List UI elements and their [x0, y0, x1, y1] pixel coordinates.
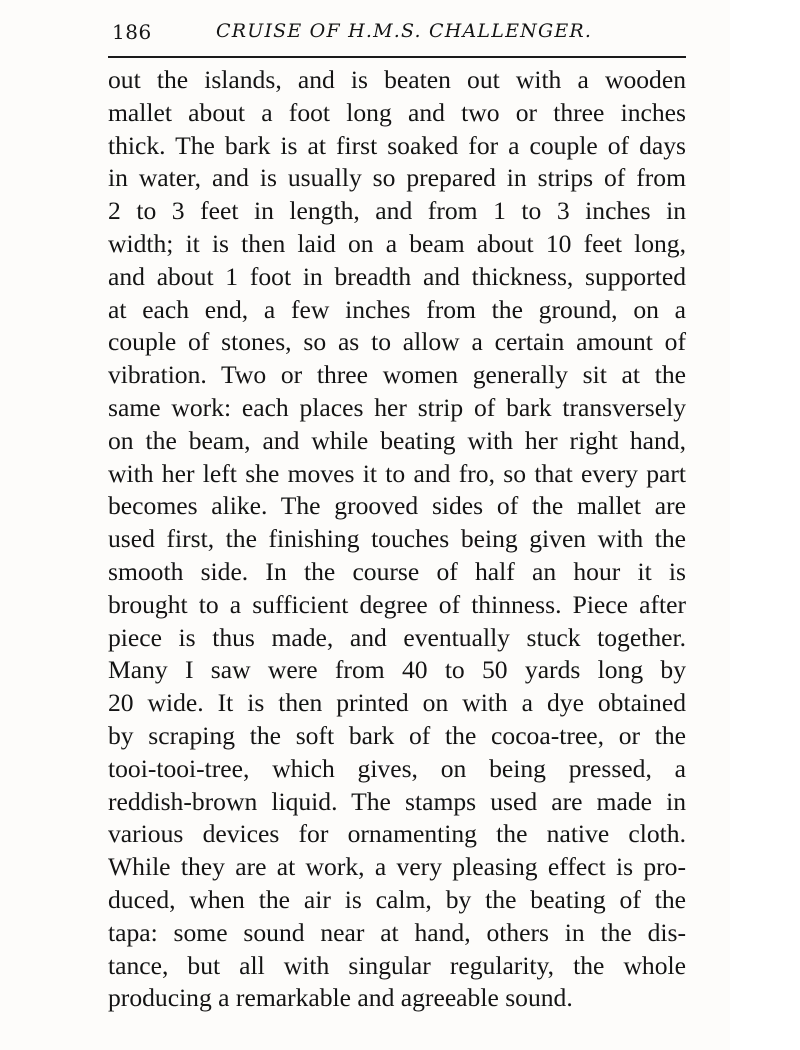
text-line: with her left she moves it to and fro, so that every part	[108, 458, 686, 488]
text-line: duced, when the air is calm, by the beating of the	[108, 884, 686, 914]
text-line: mallet about a foot long and two or three inches	[108, 97, 686, 127]
text-line: vibration. Two or three women generally sit at the	[108, 360, 686, 390]
text-line: various devices for ornamenting the native cloth.	[108, 819, 686, 849]
page-margin	[730, 0, 800, 1050]
running-title: CRUISE OF H.M.S. CHALLENGER.	[216, 20, 593, 42]
text-line: couple of stones, so as to allow a certain amount of	[108, 327, 686, 357]
text-line: out the islands, and is beaten out with a wooden	[108, 65, 686, 94]
text-line: piece is thus made, and eventually stuck together.	[108, 622, 686, 652]
text-line: tance, but all with singular regularity, the whole	[108, 950, 686, 980]
text-line: Many I saw were from 40 to 50 yards long by	[108, 655, 686, 685]
text-line: becomes alike. The grooved sides of the mallet are	[108, 491, 686, 521]
page-number: 186	[112, 20, 152, 44]
text-line: brought to a sufficient degree of thinness. Piece after	[108, 589, 686, 619]
text-line: same work: each places her strip of bark transversely	[108, 392, 686, 422]
text-line: in water, and is usually so prepared in strips of from	[108, 163, 686, 193]
text-line: producing a remarkable and agreeable sound.	[108, 983, 573, 1013]
text-line: used first, the finishing touches being given with the	[108, 524, 686, 554]
running-head	[112, 20, 687, 50]
text-line: width; it is then laid on a beam about 10 feet long,	[108, 228, 686, 258]
text-line: smooth side. In the course of half an hour it is	[108, 556, 686, 586]
header-rule	[108, 56, 686, 58]
text-line: at each end, a few inches from the ground, on a	[108, 294, 686, 324]
text-line: by scraping the soft bark of the cocoa-tree, or the	[108, 720, 686, 750]
text-line: While they are at work, a very pleasing effect is pro-	[108, 852, 686, 882]
body-text	[108, 64, 686, 1015]
text-line: 2 to 3 feet in length, and from 1 to 3 inches in	[108, 196, 686, 226]
text-line: on the beam, and while beating with her right hand,	[108, 425, 686, 455]
text-line: tapa: some sound near at hand, others in the dis-	[108, 917, 686, 947]
text-line: reddish-brown liquid. The stamps used are made in	[108, 786, 686, 816]
text-line: 20 wide. It is then printed on with a dye obtained	[108, 688, 686, 718]
text-line: and about 1 foot in breadth and thickness, supported	[108, 261, 686, 291]
text-line: tooi-tooi-tree, which gives, on being pressed, a	[108, 753, 686, 783]
text-line: thick. The bark is at first soaked for a couple of days	[108, 130, 686, 160]
